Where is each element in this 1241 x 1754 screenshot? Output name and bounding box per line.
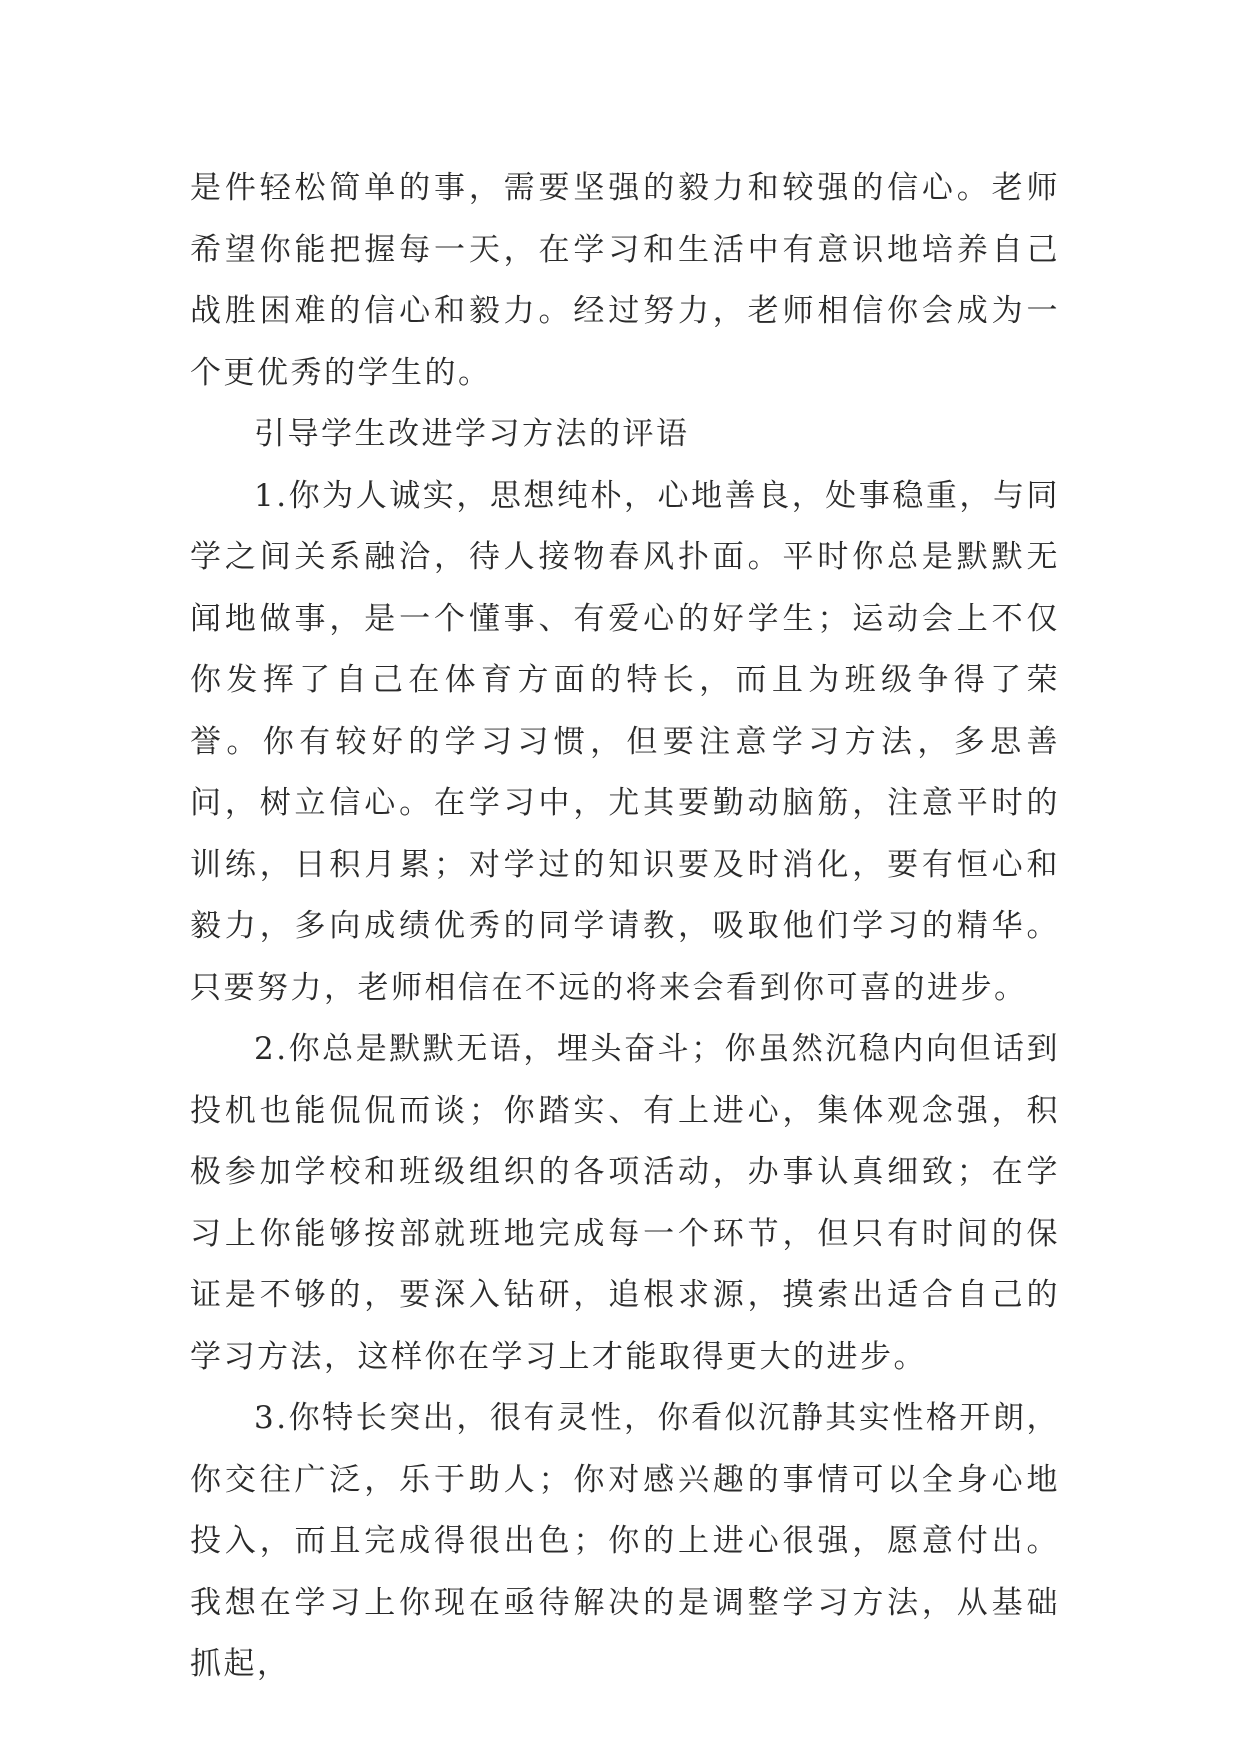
section-heading: 引导学生改进学习方法的评语: [254, 416, 690, 452]
paragraph-continuation: 是件轻松简单的事，需要坚强的毅力和较强的信心。老师希望你能把握每一天，在学习和生活中有意识地培养自己战胜困难的信心和毅力。经过努力，老师相信你会成为一个更优秀的学生的。: [190, 170, 1060, 391]
paragraph-comment-2: 2.你总是默默无语，埋头奋斗；你虽然沉稳内向但话到投机也能侃侃而谈；你踏实、有上进心，集体观念强，积极参加学校和班级组织的各项活动，办事认真细致；在学习上你能够按部就班地完成每一个环节，但只有时间的保证是不够的，要深入钻研，追根求源，摸索出适合自己的学习方法，这样你在学习上才能取得更大的进步。: [190, 1031, 1060, 1375]
paragraph-comment-1: 1.你为人诚实，思想纯朴，心地善良，处事稳重，与同学之间关系融洽，待人接物春风扑面。平时你总是默默无闻地做事，是一个懂事、有爱心的好学生；运动会上不仅你发挥了自己在体育方面的特长，而且为班级争得了荣誉。你有较好的学习习惯，但要注意学习方法，多思善问，树立信心。在学习中，尤其要勤动脑筋，注意平时的训练，日积月累；对学过的知识要及时消化，要有恒心和毅力，多向成绩优秀的同学请教，吸取他们学习的精华。只要努力，老师相信在不远的将来会看到你可喜的进步。: [190, 477, 1060, 1006]
paragraph-comment-3: 3.你特长突出，很有灵性，你看似沉静其实性格开朗，你交往广泛，乐于助人；你对感兴趣的事情可以全身心地投入，而且完成得很出色；你的上进心很强，愿意付出。我想在学习上你现在亟待解决的是调整学习方法，从基础抓起，: [190, 1400, 1060, 1682]
document-body: [190, 158, 1060, 1696]
